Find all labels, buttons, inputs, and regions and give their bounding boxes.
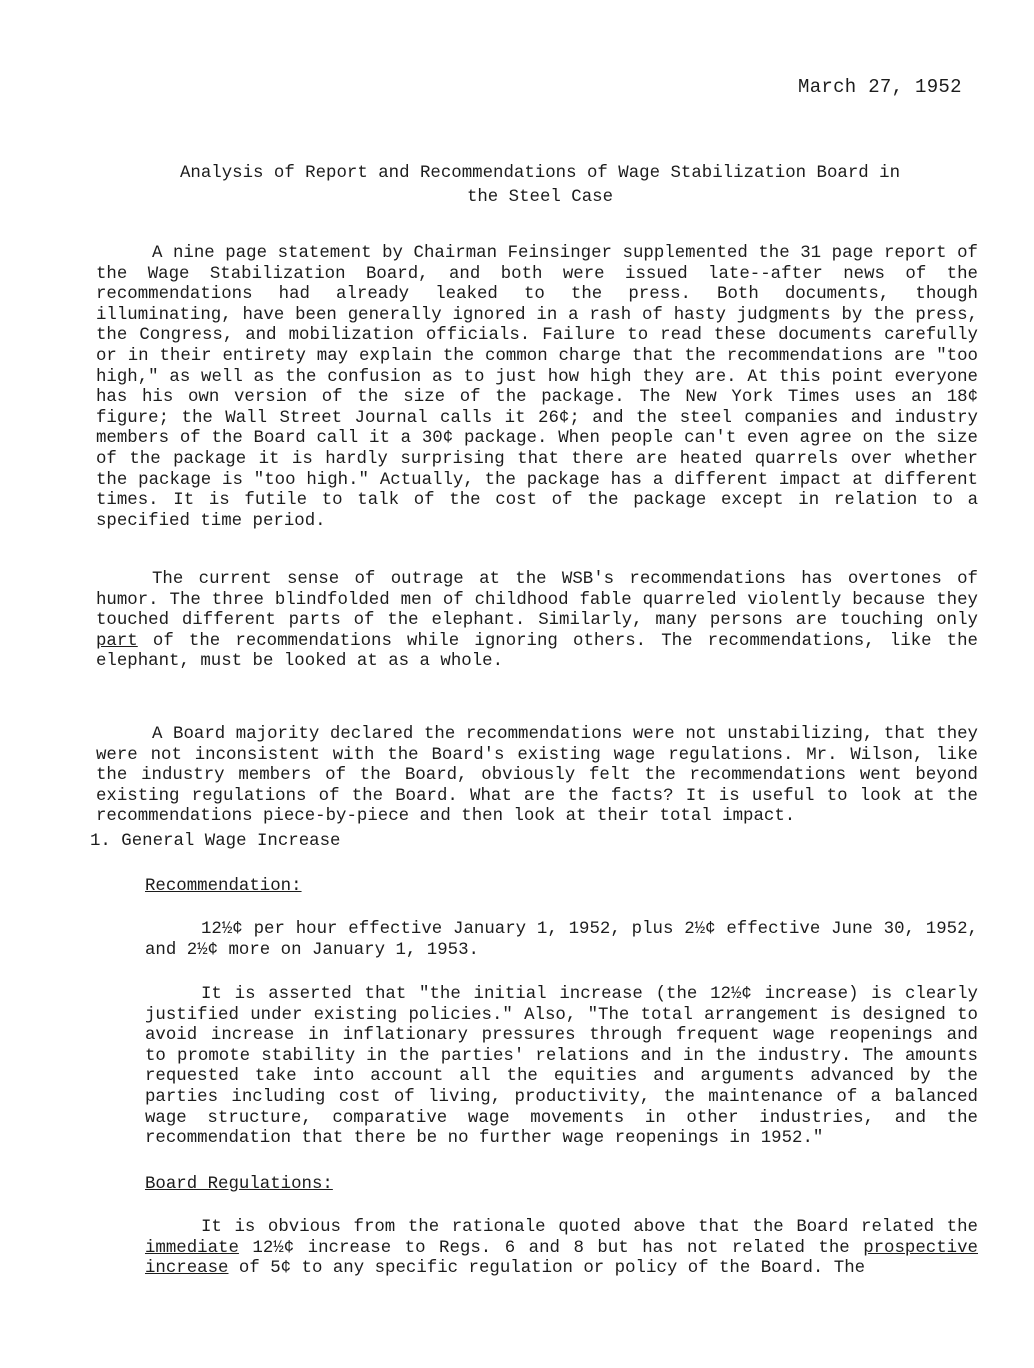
paragraph-elephant-text-b: of the recommendations while ignoring others. The recommendations, like the elephant, must be looked at as a whole. [96, 631, 978, 672]
document-date: March 27, 1952 [798, 76, 962, 98]
recommendation-text: 12½¢ per hour effective January 1, 1952, plus 2½¢ effective June 30, 1952, and 2½¢ more on January 1, 1953. [145, 920, 978, 960]
final-text-b: 12½¢ increase to Regs. 6 and 8 but has not related the [238, 1238, 864, 1258]
paragraph-intro: A nine page statement by Chairman Feinsinger supplemented the 31 page report of the Wage Stabilization Board, and both were issued late--after news of the recommendations had already leaked to the press. Both documents, though illuminating, have been generally ignored in a rash of hasty judgments by the press, the Congress, and mobilization officials. Failure to read these documents carefully or in their entirety may explain the common charge that the recommendations are "too high," as well as the confusion as to just how high they are. At this point everyone has his own version of the size of the package. The New York Times uses an 18¢ figure; the Wall Street Journal calls it 26¢; and the steel companies and industry members of the Board call it a 30¢ package. When people can't even agree on the size of the package it is hardly surprising that there are heated quarrels over whether the package is "too high." Actually, the package has a different impact at different times. It is futile to talk of the cost of the package except in relation to a specified time period. [96, 244, 978, 531]
section-heading-general-wage-increase: 1. General Wage Increase [90, 832, 341, 851]
board-regulations-paragraph [145, 1218, 978, 1280]
paragraph-board-majority: A Board majority declared the recommendations were not unstabilizing, that they were not inconsistent with the Board's existing wage regulations. Mr. Wilson, like the industry members of the Board, obviously felt the recommendations went beyond existing regulations of the Board. What are the facts? It is useful to look at the recommendations piece-by-piece and then look at their total impact. [96, 725, 978, 827]
paragraph-elephant-text-a: The current sense of outrage at the WSB's recommendations has overtones of humor. The three blindfolded men of childhood fable quarreled violently because they touched different parts of the elephant. Similarly, many persons are touching only [96, 570, 978, 631]
recommendation-label: Recommendation: [145, 877, 302, 896]
final-text-a: It is obvious from the rationale quoted above that the Board related the [201, 1218, 978, 1237]
title-line-2: the Steel Case [466, 188, 614, 207]
paragraph-elephant-underlined: part [96, 631, 138, 651]
final-text-c: of 5¢ to any specific regulation or policy of the Board. The [228, 1259, 866, 1279]
final-underlined-prospective: prospective increase [145, 1238, 978, 1279]
title-line-1: Analysis of Report and Recommendations of Wage Stabilization Board in [179, 164, 901, 183]
quoted-rationale-paragraph: It is asserted that "the initial increase (the 12½¢ increase) is clearly justified under existing policies." Also, "The total arrangement is designed to avoid increase in inflationary pressures through frequent wage reopenings and to promote stability in the parties' relations and in the industry. The amounts requested take into account all the equities and arguments advanced by the parties including cost of living, productivity, the maintenance of a balanced wage structure, comparative wage movements in other industries, and the recommendation that there be no further wage reopenings in 1952." [145, 985, 978, 1149]
final-underlined-immediate: immediate [145, 1238, 239, 1258]
paragraph-elephant [96, 570, 978, 673]
document-title [140, 162, 940, 210]
board-regulations-label: Board Regulations: [145, 1175, 333, 1194]
